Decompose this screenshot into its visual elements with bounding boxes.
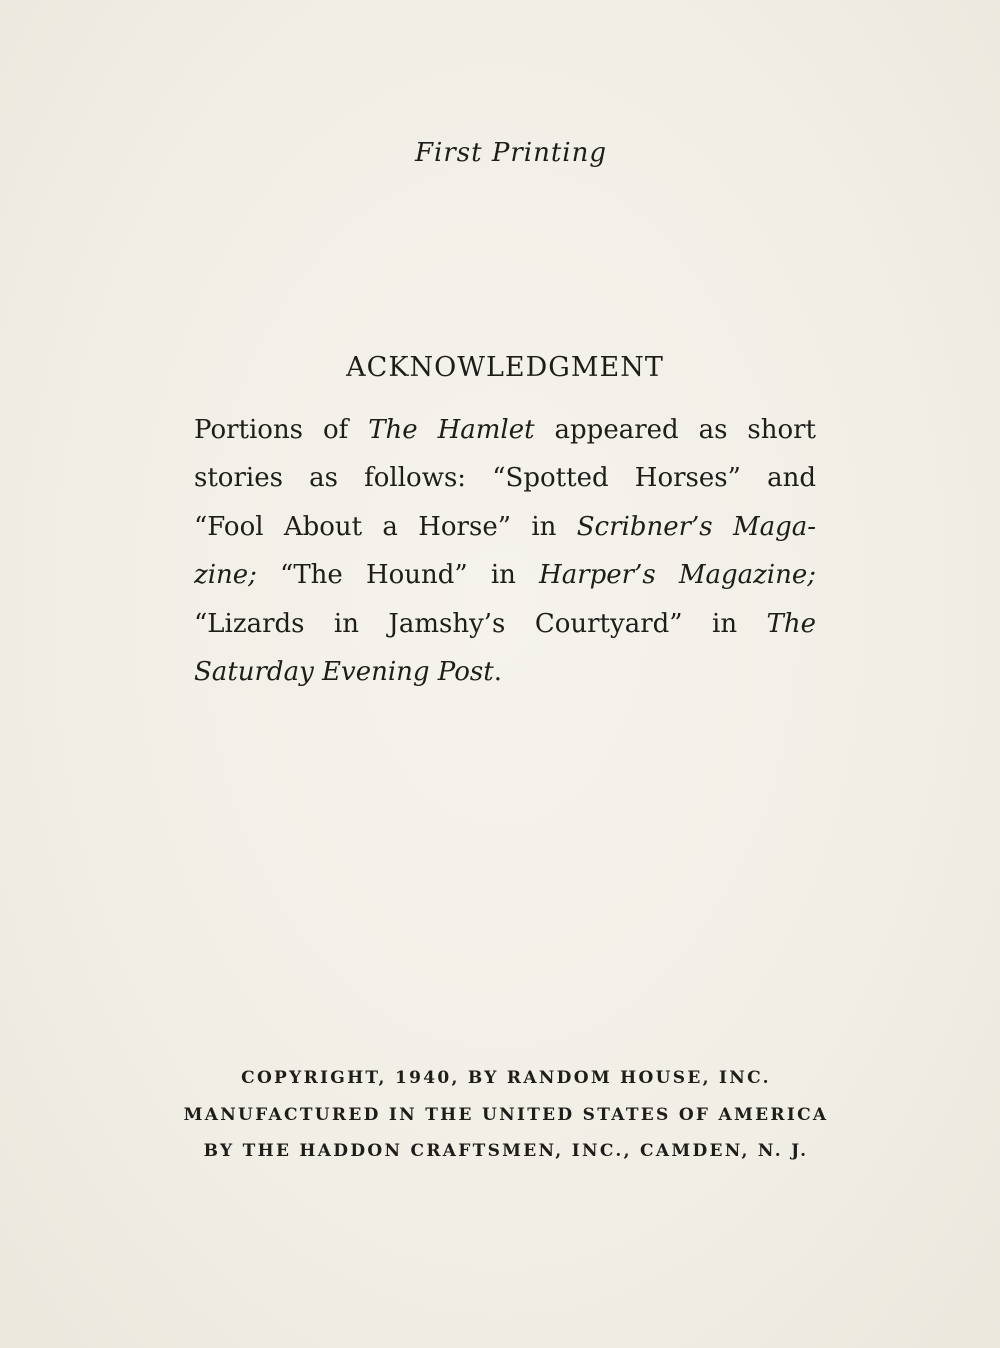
- copyright-block: [0, 1060, 1000, 1170]
- text-segment: appeared as short: [534, 415, 817, 445]
- copyright-line: COPYRIGHT, 1940, BY RANDOM HOUSE, INC.: [241, 1068, 771, 1088]
- italic-title: Harper’s Magazine;: [539, 560, 817, 591]
- text-segment: stories as follows: “Spotted Horses” and: [194, 463, 816, 494]
- text-segment: “Lizards in Jamshy’s Courtyard” in: [194, 608, 767, 639]
- text-segment: Portions of: [194, 415, 369, 445]
- italic-title: Saturday Evening Post: [194, 657, 494, 688]
- acknowledgment-line: [194, 600, 816, 648]
- manufactured-line: MANUFACTURED IN THE UNITED STATES OF AMERICA: [183, 1104, 829, 1125]
- acknowledgment-line: [194, 551, 816, 599]
- acknowledgment-line: [194, 454, 816, 502]
- acknowledgment-line: [194, 648, 816, 696]
- italic-title: zine;: [194, 560, 257, 591]
- acknowledgment-line: [194, 406, 816, 454]
- text-segment: “Fool About a Horse” in: [194, 511, 577, 542]
- text-segment: .: [493, 657, 502, 688]
- acknowledgment-line: [194, 503, 816, 551]
- italic-title: The: [766, 608, 816, 639]
- text-segment: “The Hound” in: [256, 560, 540, 591]
- acknowledgment-text: [194, 406, 816, 696]
- printing-note: First Printing: [415, 138, 607, 168]
- italic-title: The Hamlet: [368, 415, 535, 445]
- italic-title: Scribner’s Maga-: [576, 511, 816, 542]
- printer-line: BY THE HADDON CRAFTSMEN, INC., CAMDEN, N. J.: [203, 1141, 809, 1161]
- acknowledgment-heading: ACKNOWLEDGMENT: [346, 352, 664, 383]
